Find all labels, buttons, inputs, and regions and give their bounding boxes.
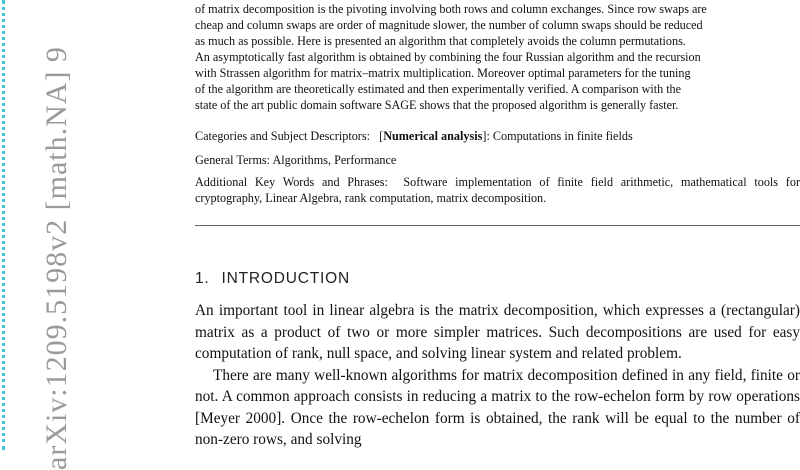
introduction-body bbox=[195, 300, 800, 451]
abstract bbox=[195, 0, 800, 121]
paper-page bbox=[195, 0, 800, 448]
section-heading bbox=[195, 270, 350, 288]
keywords-line bbox=[195, 174, 800, 206]
keywords-label: Additional Key Words and Phrases: bbox=[195, 175, 388, 189]
arxiv-identifier-stamp: arXiv:1209.5198v2 [math.NA] 9 bbox=[40, 46, 73, 470]
abstract-line: of matrix decomposition is the pivoting involving both rows and column exchanges. Since row swaps are bbox=[195, 2, 707, 16]
categories-label: Categories and Subject Descriptors: bbox=[195, 129, 370, 143]
categories-line bbox=[195, 128, 800, 144]
general-terms-label: General Terms: bbox=[195, 153, 271, 167]
paragraph: There are many well-known algorithms for matrix decomposition defined in any field, finite or not. A common approach consists in reducing a matrix to the row-echelon form by row operations [Meyer 2000]. Once the row-echelon form is obtained, the rank will be equal to the number of non-zero rows, and solving bbox=[195, 366, 800, 448]
abstract-line: as much as possible. Here is presented an algorithm that completely avoids the column permutations. bbox=[195, 34, 686, 48]
abstract-line: of the algorithm are theoretically estimated and then experimentally verified. A comparison with the bbox=[195, 82, 682, 96]
section-divider bbox=[195, 225, 800, 226]
margin-dotted-rule bbox=[2, 0, 5, 450]
section-number: 1. bbox=[195, 270, 210, 287]
categories-rest: ]: Computations in finite fields bbox=[482, 129, 633, 143]
general-terms-value: Algorithms, Performance bbox=[272, 153, 397, 167]
categories-open-bracket: [ bbox=[379, 129, 384, 143]
abstract-line: state of the art public domain software SAGE shows that the proposed algorithm is generally faster. bbox=[195, 98, 679, 112]
general-terms-line bbox=[195, 152, 800, 168]
keywords-value: Software implementation of finite field arithmetic, mathematical tools for cryptography, Linear Algebra, rank computation, matrix decomposition. bbox=[195, 175, 800, 205]
abstract-line: An asymptotically fast algorithm is obtained by combining the four Russian algorithm and the recursion bbox=[195, 50, 701, 64]
paragraph: An important tool in linear algebra is the matrix decomposition, which expresses a (rectangular) matrix as a product of two or more simpler matrices. Such decompositions are used for easy computation of rank, null space, and solving linear system and related problem. bbox=[195, 302, 800, 362]
abstract-line: cheap and column swaps are order of magnitude slower, the number of column swaps should be reduced bbox=[195, 18, 703, 32]
abstract-line: with Strassen algorithm for matrix–matrix multiplication. Moreover optimal parameters for the tuning bbox=[195, 66, 691, 80]
categories-term: Numerical analysis bbox=[383, 129, 483, 143]
section-title: INTRODUCTION bbox=[221, 270, 350, 287]
